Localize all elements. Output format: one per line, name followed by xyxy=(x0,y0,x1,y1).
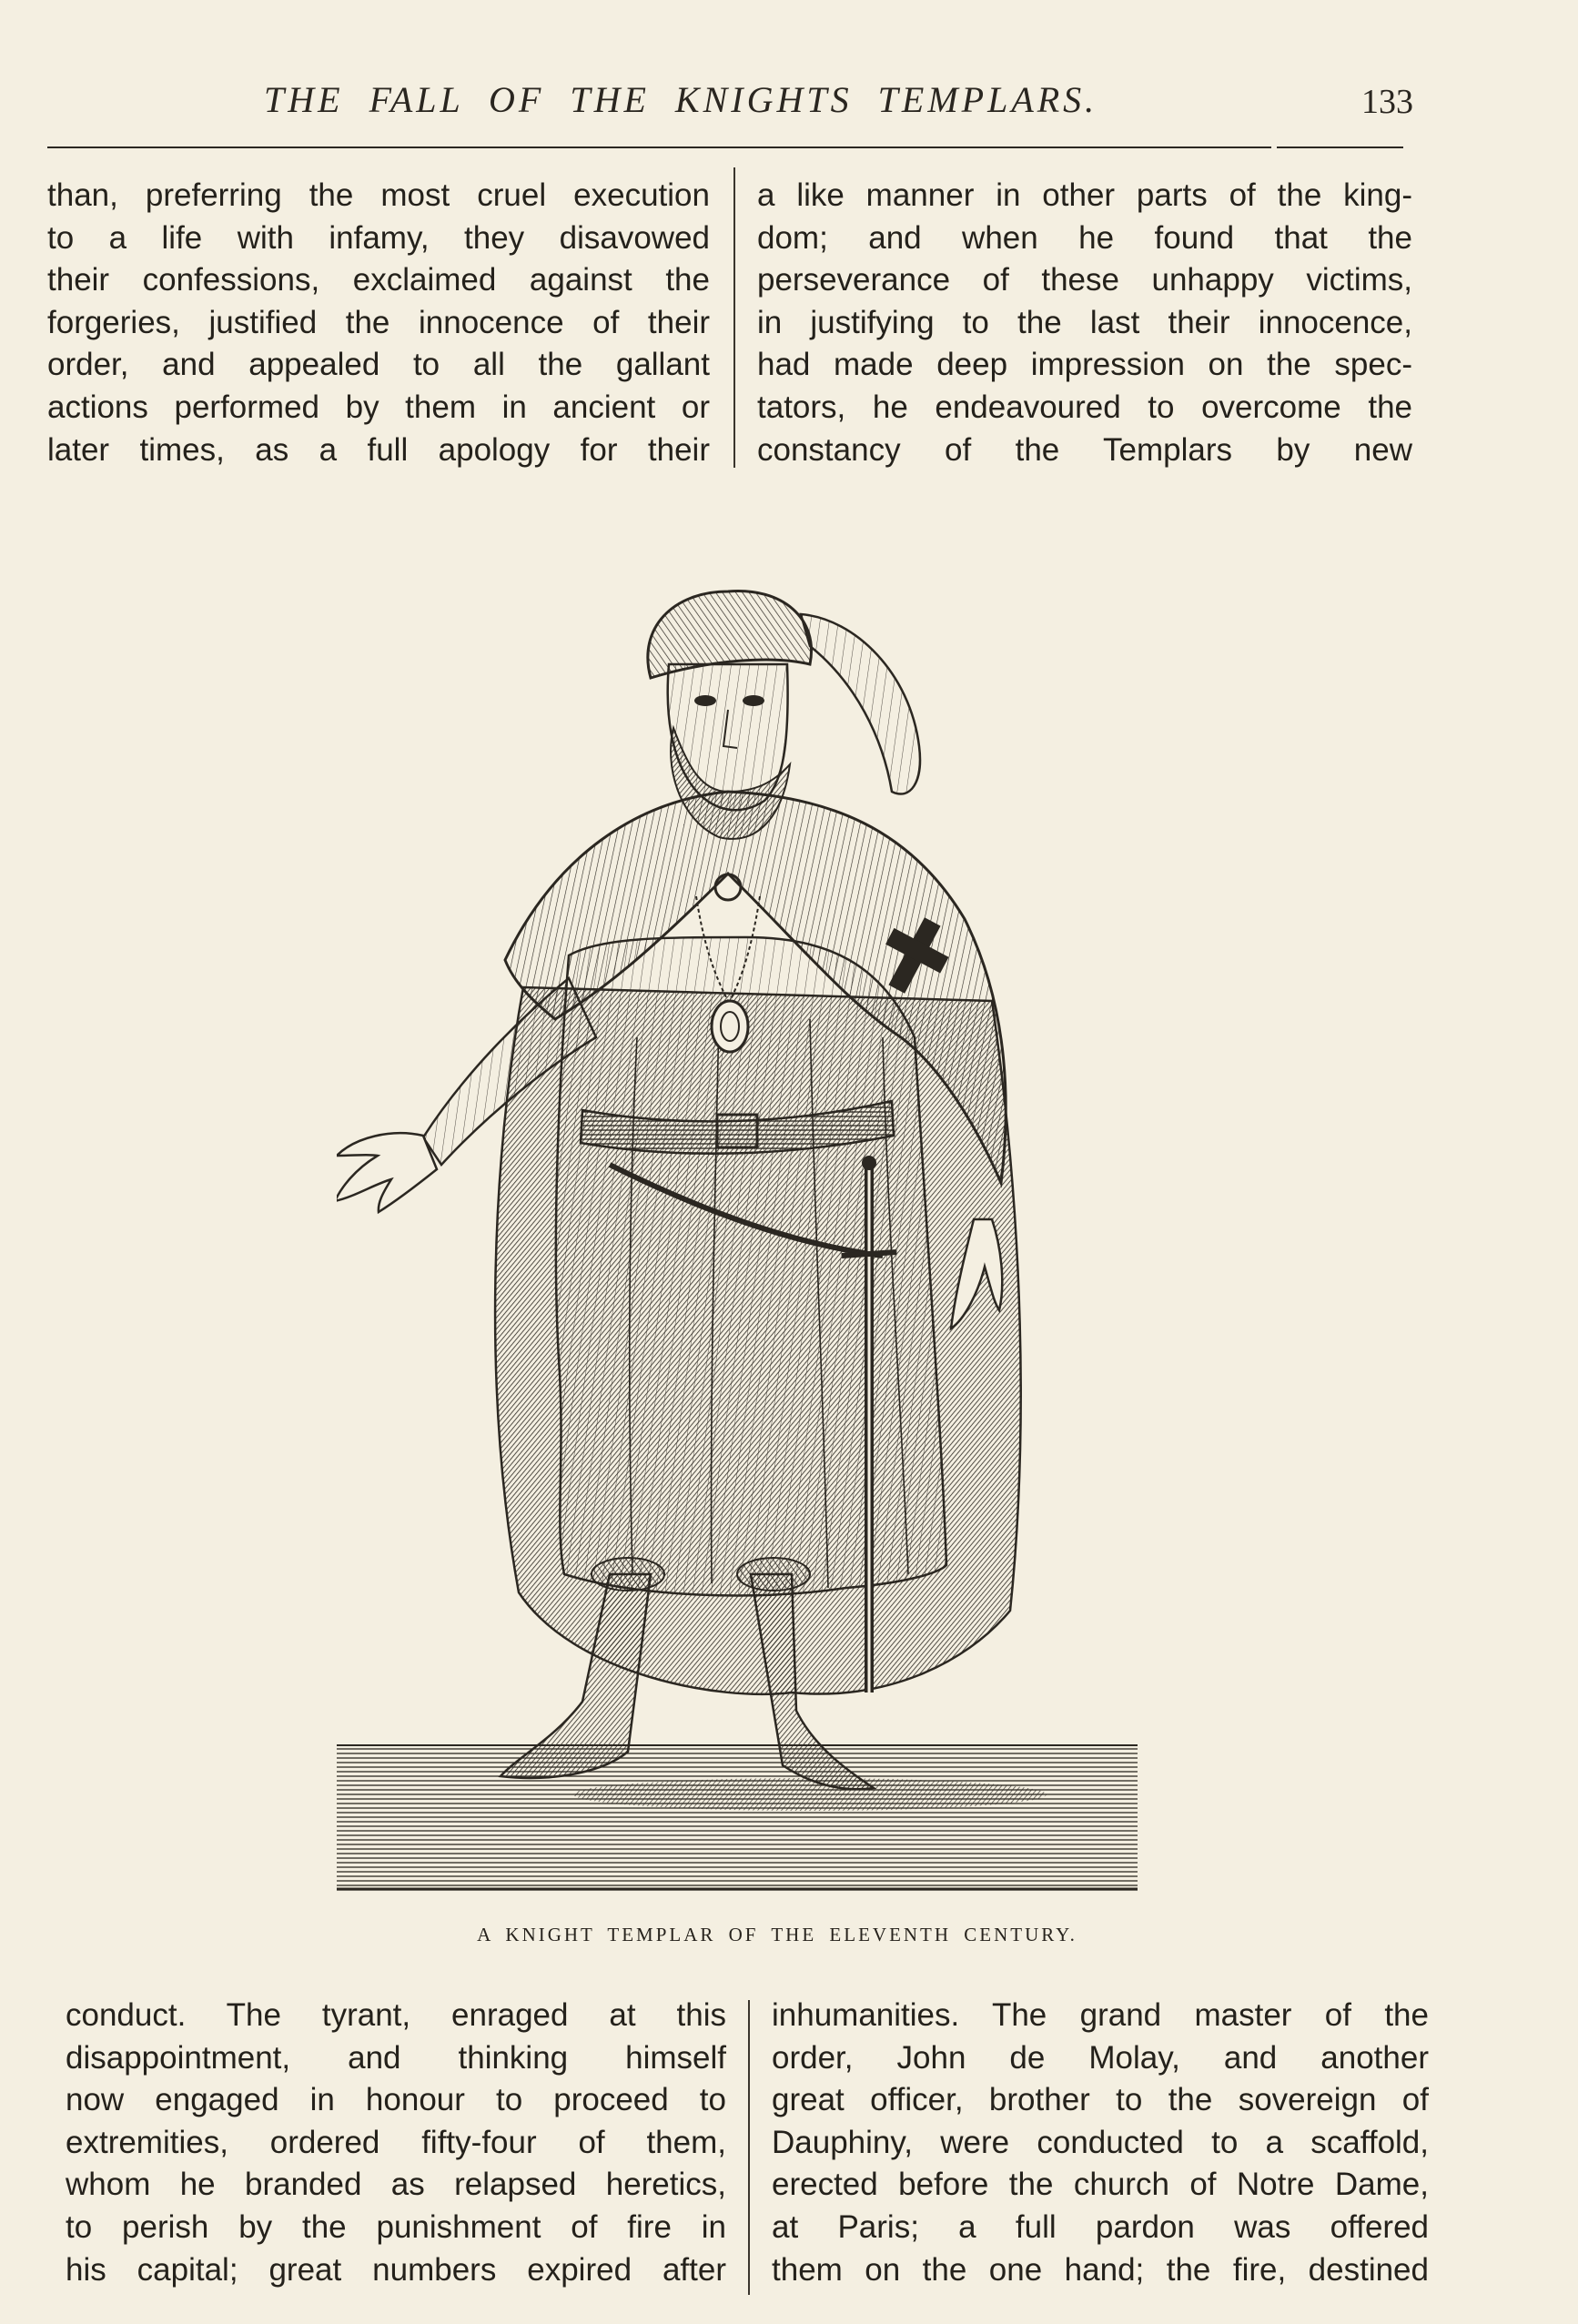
text-line: constancy of the Templars by new xyxy=(757,431,1412,468)
open-hand xyxy=(337,1133,437,1212)
text-line: to a life with infamy, they disavowed xyxy=(47,219,710,256)
text-line: tators, he endeavoured to overcome the xyxy=(757,389,1412,425)
text-line: now engaged in honour to proceed to xyxy=(66,2082,726,2118)
knight-templar-engraving xyxy=(337,528,1156,1893)
text-line: than, preferring the most cruel execution xyxy=(47,177,710,213)
caption-text: A KNIGHT TEMPLAR OF THE ELEVENTH CENTURY. xyxy=(477,1924,1077,1945)
text-column-top-right xyxy=(757,175,1412,471)
text-column-bottom-left xyxy=(66,1995,726,2291)
text-line: at Paris; a full pardon was offered xyxy=(772,2208,1429,2245)
text-line: disappointment, and thinking himself xyxy=(66,2039,726,2076)
text-line: order, and appealed to all the gallant xyxy=(47,347,710,383)
text-line: actions performed by them in ancient or xyxy=(47,389,710,425)
column-divider-top xyxy=(733,167,735,468)
column-divider-bottom xyxy=(748,2000,750,2295)
text-line: his capital; great numbers expired after xyxy=(66,2251,726,2288)
text-line: to perish by the punishment of fire in xyxy=(66,2208,726,2245)
feather-icon xyxy=(801,614,920,794)
text-line: erected before the church of Notre Dame, xyxy=(772,2167,1429,2203)
text-line: inhumanities. The grand master of the xyxy=(772,1997,1429,2033)
running-title: THE FALL OF THE KNIGHTS TEMPLARS. xyxy=(264,79,1098,120)
text-line: extremities, ordered fifty-four of them, xyxy=(66,2124,726,2160)
text-line: in justifying to the last their innocence, xyxy=(757,304,1412,340)
ground-platform xyxy=(337,1745,1138,1891)
header-rule xyxy=(47,147,1271,148)
text-line: Dauphiny, were conducted to a scaffold, xyxy=(772,2124,1429,2160)
page-number: 133 xyxy=(1361,83,1413,121)
text-line: conduct. The tyrant, enraged at this xyxy=(66,1997,726,2033)
text-column-bottom-right xyxy=(772,1995,1429,2291)
text-line: them on the one hand; the fire, destined xyxy=(772,2251,1429,2288)
text-line: forgeries, justified the innocence of their xyxy=(47,304,710,340)
illustration-caption xyxy=(0,1924,1578,1946)
robe xyxy=(556,937,946,1595)
text-line: whom he branded as relapsed heretics, xyxy=(66,2167,726,2203)
text-line: later times, as a full apology for their xyxy=(47,431,710,468)
text-line: had made deep impression on the spec- xyxy=(757,347,1412,383)
text-line: perseverance of these unhappy victims, xyxy=(757,262,1412,298)
text-line: great officer, brother to the sovereign of xyxy=(772,2082,1429,2118)
text-line: order, John de Molay, and another xyxy=(772,2039,1429,2076)
header-rule-short xyxy=(1277,147,1403,148)
text-line: dom; and when he found that the xyxy=(757,219,1412,256)
text-column-top-left xyxy=(47,175,710,471)
engraving-figure xyxy=(337,528,1156,1893)
text-line: a like manner in other parts of the king- xyxy=(757,177,1412,213)
text-line: their confessions, exclaimed against the xyxy=(47,262,710,298)
